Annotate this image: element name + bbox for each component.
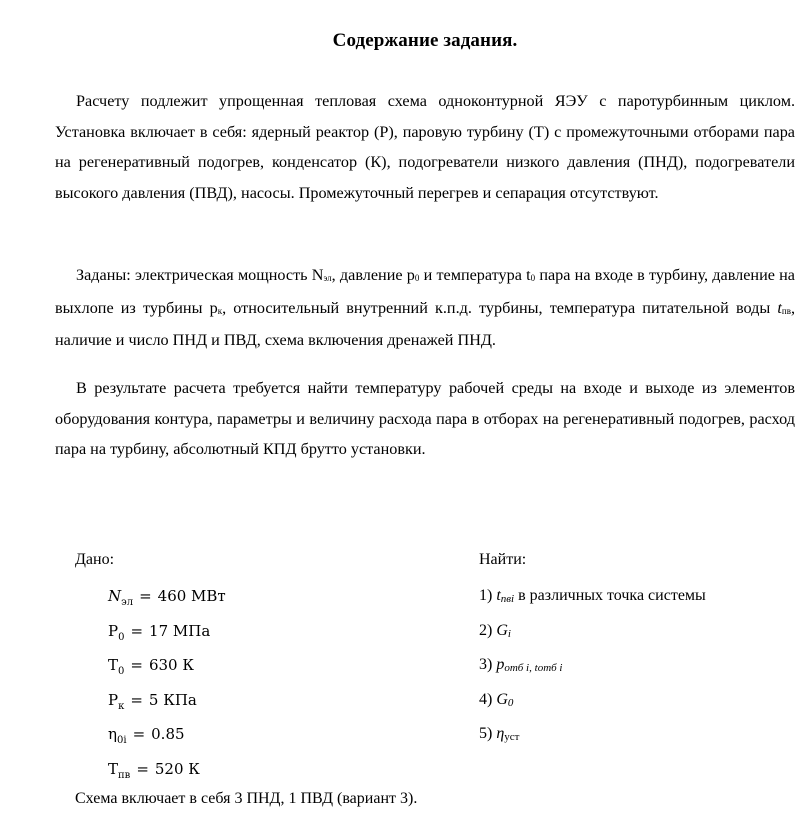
subscript: к [118,700,125,712]
symbol: T [108,759,119,778]
value: 520 К [154,759,200,778]
subscript: эл [121,597,134,608]
subscript: отб i [504,662,530,675]
item-number: 5) [479,725,497,743]
subscript: 0i [117,735,127,747]
item-text: в различных точка системы [514,587,706,604]
given-list [108,582,226,790]
symbol: G [496,621,508,639]
separator: , [529,662,535,675]
subscript: пв [118,769,131,781]
subscript: к [217,305,223,316]
subscript: отб i [537,662,563,675]
find-item-5 [479,720,706,755]
item-number: 3) [479,656,497,674]
given-item-efficiency [108,720,226,755]
symbol: t [534,662,538,675]
value: 460 МВт [157,587,226,605]
subscript: 0 [414,273,420,284]
symbol: η [108,725,117,744]
value: 17 МПа [149,621,211,640]
paragraph-given-parameters [55,260,795,356]
given-item-pressure-condenser [108,686,226,721]
given-item-pressure-inlet [108,617,226,652]
given-item-feedwater-temperature [108,755,226,790]
find-list [479,582,706,755]
subscript: 0 [118,631,125,643]
equals-sign: = [130,690,143,709]
given-label: Дано: [75,551,115,568]
equals-sign: = [136,759,149,778]
subscript: 0 [118,666,125,678]
symbol: t [496,587,501,604]
text-segment: Заданы: электрическая мощность N [76,266,324,285]
symbol: N [108,587,122,605]
value: 630 К [148,656,194,675]
find-label: Найти: [479,551,527,568]
item-number: 2) [479,621,497,639]
variable: t [777,298,782,317]
scheme-note: Схема включает в себя 3 ПНД, 1 ПВД (вариант 3). [75,790,418,807]
text-segment: , наличие и число ПНД и ПВД, схема включения дренажей ПНД. [55,298,795,350]
given-item-temperature-inlet [108,651,226,686]
equals-sign: = [139,587,152,605]
subscript: 0 [507,696,514,709]
symbol: P [108,690,119,709]
value: 5 КПа [148,690,197,709]
subscript: уст [504,731,520,744]
item-number: 4) [479,690,497,708]
page-title: Содержание задания. [332,30,518,51]
symbol: P [108,621,119,640]
symbol: G [496,690,508,708]
text-segment: , давление p [331,266,415,285]
subscript: эл [323,273,332,284]
paragraph-result-requirements: В результате расчета требуется найти температуру рабочей среды на входе и выходе из элементов оборудования контура, параметры и величину расхода пара в отборах на регенеративный подогрев, расход пара на турбину, абсолютный КПД брутто установки. [55,379,795,459]
find-item-2 [479,617,706,652]
subscript: пв [781,305,791,316]
find-item-3 [479,651,706,686]
equals-sign: = [132,725,146,744]
equals-sign: = [130,621,144,640]
symbol: T [108,656,119,675]
given-item-power [108,582,226,617]
subscript: i [507,627,511,640]
subscript: пвi [500,593,515,605]
text-segment: пара на входе в турбину, давление на выхлопе из турбины p [55,266,795,317]
paragraph-description: Расчету подлежит упрощенная тепловая схема одноконтурной ЯЭУ с паротурбинным циклом. Установка включает в себя: ядерный реактор (Р), паровую турбину (Т) с промежуточными отборами пара на регенеративный подогрев, конденсатор (К), подогреватели низкого давления (ПНД), подогреватели высокого давления (ПВД), насосы. Промежуточный перегрев и сепарация отсутствуют. [55,92,795,202]
find-item-1 [479,582,706,617]
symbol: η [496,725,505,743]
item-number: 1) [479,587,497,604]
value: 0.85 [151,725,185,744]
equals-sign: = [130,656,143,675]
text-segment: , относительный внутренний к.п.д. турбины, температура питательной воды [222,298,778,317]
text-segment: и температура t [419,266,531,285]
subscript: 0 [530,273,536,284]
symbol: p [496,656,505,674]
find-item-4 [479,686,706,721]
